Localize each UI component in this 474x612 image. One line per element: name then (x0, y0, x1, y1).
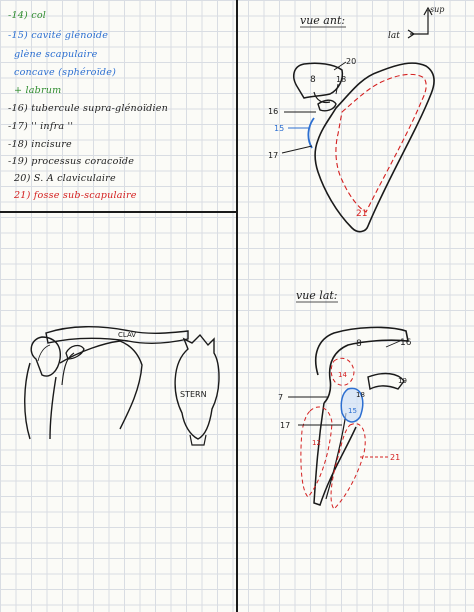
label-18: 18 (336, 75, 347, 84)
label-lat-17: 17 (280, 421, 291, 430)
scapula-body-inner (326, 413, 346, 499)
note-tubercule-infra: -17) '' infra '' (8, 121, 74, 132)
pointer-17 (282, 146, 312, 153)
label-20: 20 (346, 57, 357, 66)
clavicle-outline (46, 327, 188, 343)
label-lat-12: 12 (312, 439, 321, 447)
label-8: 8 (310, 75, 316, 85)
orient-sup-label: sup (430, 5, 445, 14)
orient-lat-label: lat (388, 31, 400, 41)
sternum-outline (175, 335, 219, 439)
note-fosse-sub-scapulaire: 21) fosse sub-scapulaire (14, 190, 137, 201)
label-21: 21 (356, 209, 368, 219)
label-lat-19: 19 (398, 377, 407, 385)
xiphoid-outline (190, 435, 206, 445)
label-lat-21: 21 (390, 453, 401, 462)
anterior-view-title: vue ant: (300, 14, 346, 27)
label-lat-18: 18 (356, 391, 365, 399)
region-12 (301, 407, 332, 497)
humeral-head-outline (31, 337, 60, 376)
note-labrum: + labrum (14, 85, 62, 96)
humerus-medial-edge (50, 377, 56, 439)
note-sa-claviculaire: 20) S. A claviculaire (14, 173, 116, 184)
label-15: 15 (274, 124, 285, 133)
label-16: 16 (268, 107, 279, 116)
humerus-lateral-edge (25, 363, 30, 439)
pointer-lat-16 (386, 341, 400, 347)
clavicle-label: CLAV (118, 331, 137, 339)
shoulder-girdle-drawing (0, 213, 236, 473)
lateral-view-drawing (238, 213, 474, 612)
note-tubercule-supra: -16) tubercule supra-glénoïdien (8, 103, 168, 114)
coracoid-outline (318, 100, 336, 111)
label-lat-8: 8 (356, 339, 362, 349)
label-lat-15: 15 (348, 407, 357, 415)
label-lat-14: 14 (338, 371, 347, 379)
note-cavite-glenoide: -15) cavité glénoïde (8, 30, 109, 41)
humeral-head-shading (38, 345, 50, 361)
label-lat-7: 7 (278, 393, 284, 402)
label-lat-16: 16 (400, 338, 412, 348)
subscapular-fossa-outline (336, 74, 426, 212)
label-17: 17 (268, 151, 279, 160)
note-processus-coracoide: -19) processus coracoïde (8, 156, 135, 167)
lateral-view-title: vue lat: (296, 289, 338, 302)
note-concave: concave (sphéroïde) (14, 67, 117, 78)
anterior-view-drawing (238, 0, 474, 219)
note-incisure: -18) incisure (8, 139, 72, 150)
note-glene-scapulaire: glène scapulaire (14, 49, 98, 60)
glenoid-cavity-line (308, 118, 314, 148)
scapula-outline (315, 63, 434, 232)
note-col: -14) col (8, 10, 47, 21)
sternum-label: STERN (180, 390, 207, 399)
